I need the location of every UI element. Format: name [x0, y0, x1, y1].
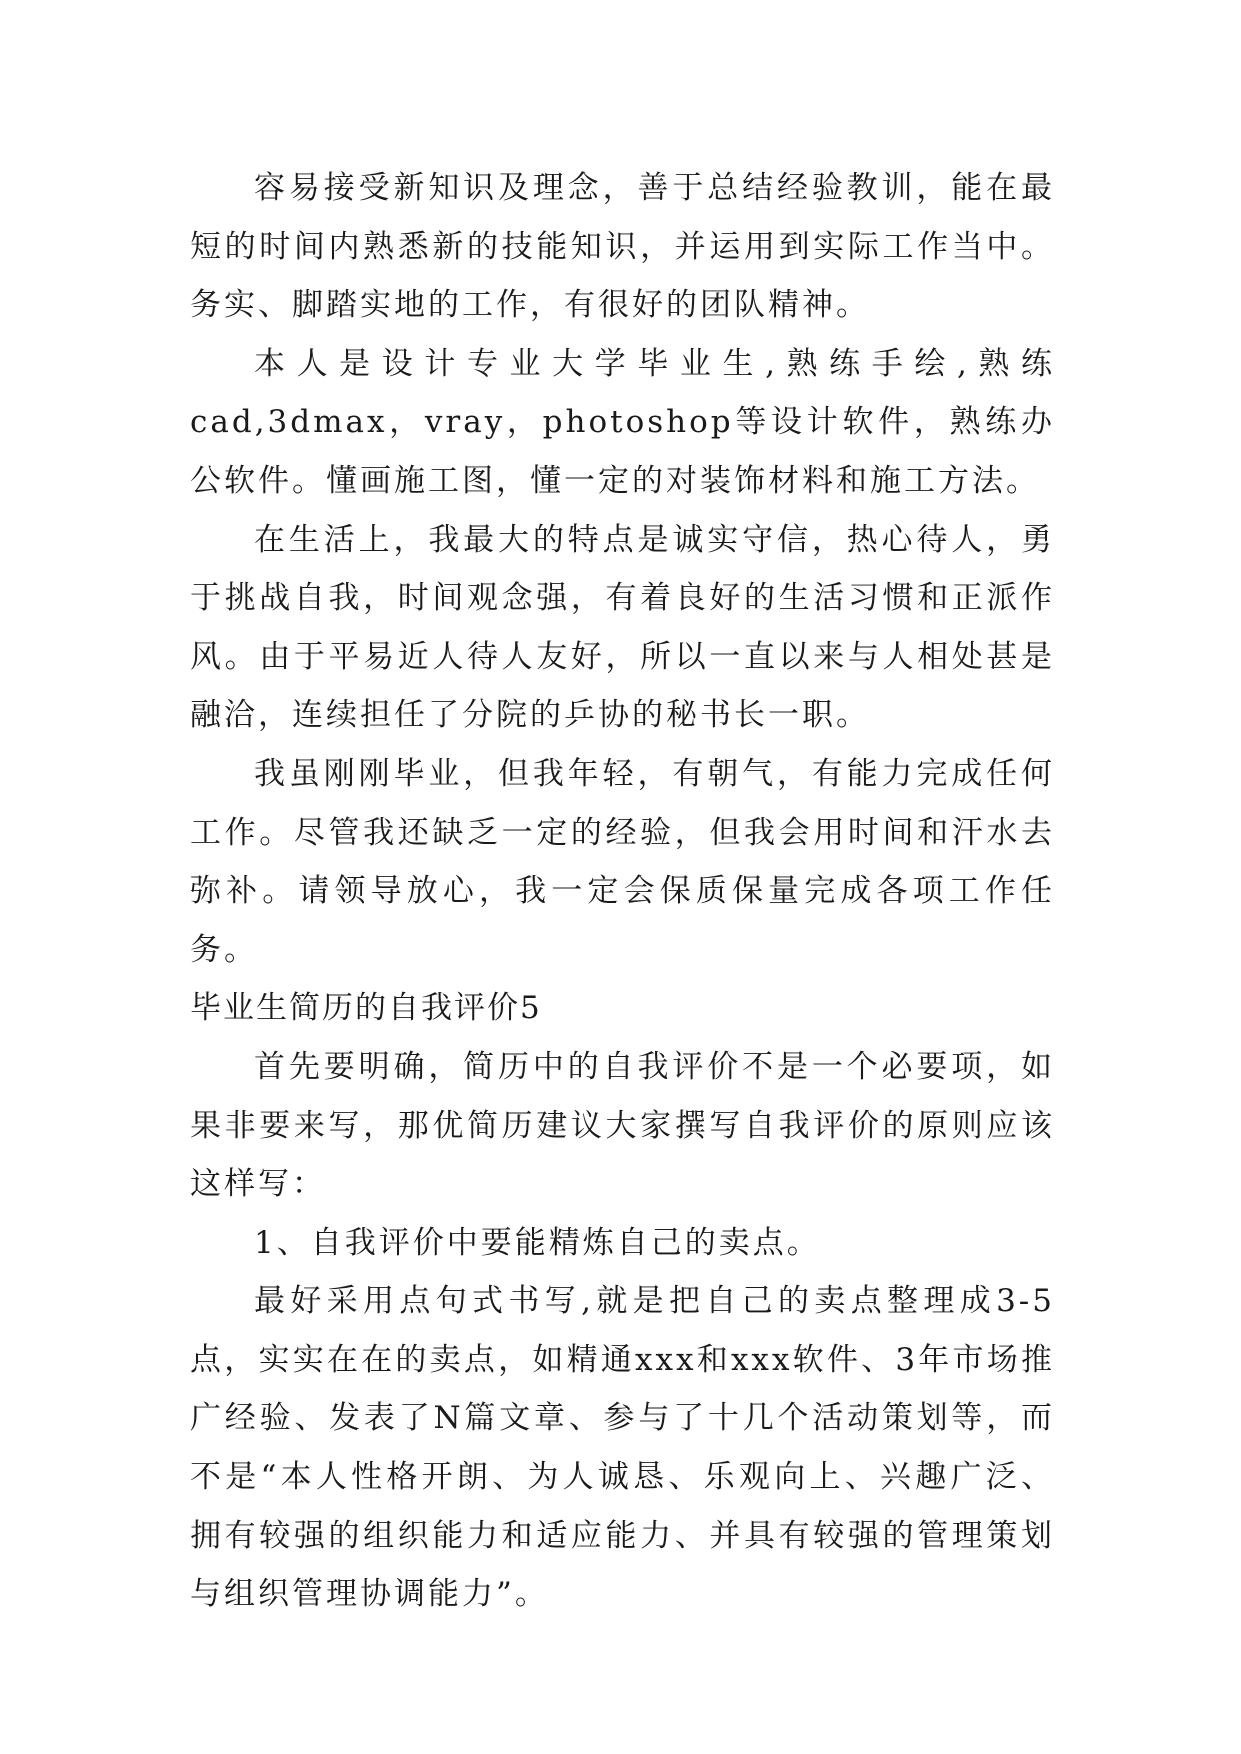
paragraph-point-1: 1、自我评价中要能精炼自己的卖点。 — [254, 1224, 821, 1261]
document-body — [190, 159, 1055, 1624]
paragraph-intro-principle: 首先要明确，简历中的自我评价不是一个必要项，如果非要来写，那优简历建议大家撰写自我评价的原则应该这样写： — [190, 1048, 1055, 1203]
section-heading: 毕业生简历的自我评价5 — [190, 990, 542, 1027]
paragraph-personal-life: 在生活上，我最大的特点是诚实守信，热心待人，勇于挑战自我，时间观念强，有着良好的生活习惯和正派作风。由于平易近人待人友好，所以一直以来与人相处甚是融洽，连续担任了分院的乒协的秘书长一职。 — [190, 521, 1055, 734]
paragraph-design-skills: 本人是设计专业大学毕业生,熟练手绘,熟练cad,3dmax，vray，photoshop等设计软件，熟练办公软件。懂画施工图，懂一定的对装饰材料和施工方法。 — [190, 345, 1055, 499]
paragraph-commitment: 我虽刚刚毕业，但我年轻，有朝气，有能力完成任何工作。尽管我还缺乏一定的经验，但我会用时间和汗水去弥补。请领导放心，我一定会保质保量完成各项工作任务。 — [190, 755, 1055, 968]
paragraph-point-1-detail: 最好采用点句式书写,就是把自己的卖点整理成3-5点，实实在在的卖点，如精通xxx和xxx软件、3年市场推广经验、发表了N篇文章、参与了十几个活动策划等，而不是“本人性格开朗、为人诚恳、乐观向上、兴趣广泛、拥有较强的组织能力和适应能力、并具有较强的管理策划与组织管理协调能力”。 — [190, 1283, 1055, 1613]
paragraph-self-learning: 容易接受新知识及理念，善于总结经验教训，能在最短的时间内熟悉新的技能知识，并运用到实际工作当中。务实、脚踏实地的工作，有很好的团队精神。 — [190, 170, 1055, 324]
